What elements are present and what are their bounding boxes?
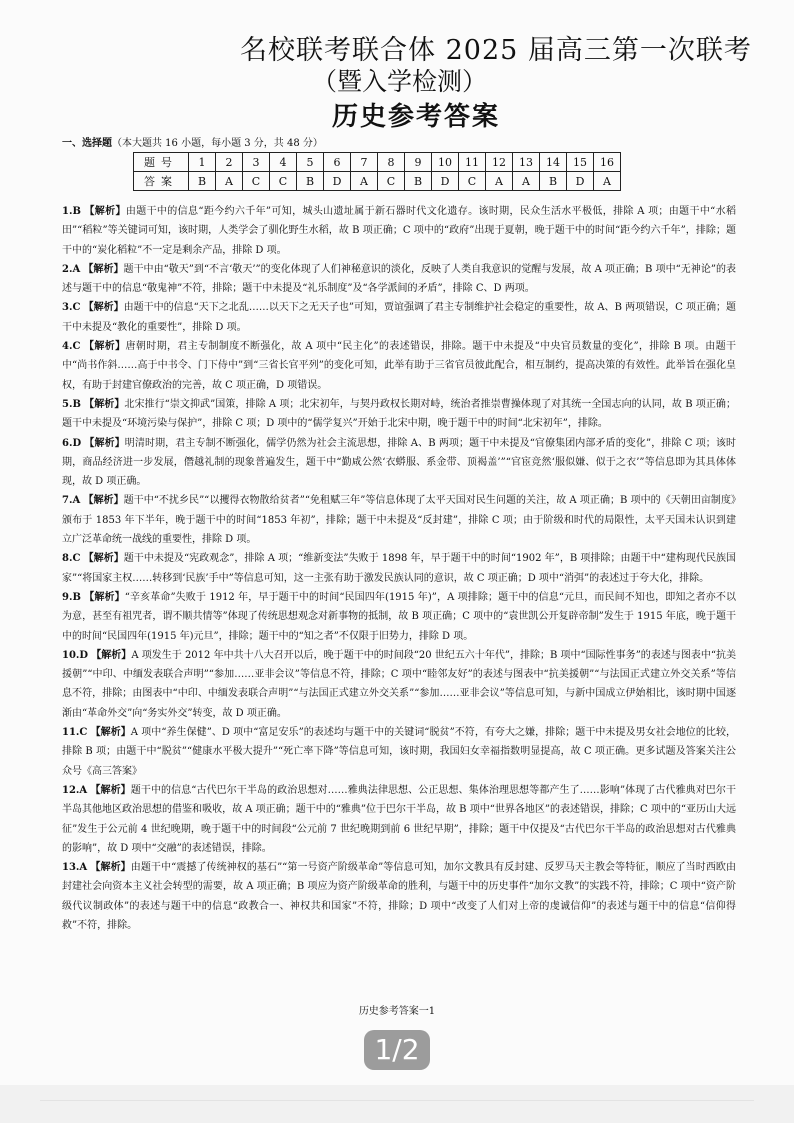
answer-cell: D	[567, 172, 594, 191]
analysis-tag: 【解析】	[84, 591, 125, 603]
analysis-text: 题干中的信息“古代巴尔干半岛的政治思想对……雅典法律思想、公正思想、集体治理思想等都产生了……影响”体现了古代雅典对巴尔干半岛其他地区政治思想的借鉴和吸收，故 A 项正确；题干中的“雅典”位于巴尔干半岛，故 B 项中“世界各地区”的表述错误，排除；C 项中的“亚历山大远征”发生于公元前 4 世纪晚期，晚于题干中的时间段“公元前 7 世纪晚期到前 6 世纪早期”，排除；题干中仅提及“古代巴尔干半岛的政治思想对古代雅典的影响”，故 D 项中“交融”的表述错误，排除。	[62, 784, 736, 854]
analysis-text: 北宋推行“崇文抑武”国策，排除 A 项；北宋初年，与契丹政权长期对峙，统治者推崇曹操体现了对其统一全国志向的认同，故 B 项正确；题干中未提及“环境污染与保护”，排除 C 项；D 项中的“儒学复兴”开始于北宋中期，晚于题干中的时间“北宋初年”，排除。	[62, 398, 736, 430]
question-explanation	[62, 723, 736, 781]
answer-cell: D	[324, 172, 351, 191]
exam-subtitle: （暨入学检测）	[312, 67, 488, 96]
answer-table	[133, 152, 621, 191]
question-number-cell: 12	[486, 153, 513, 172]
question-answer-key: 3.C	[62, 302, 81, 314]
analysis-text: 明清时期，君主专制不断强化，儒学仍然为社会主流思想，排除 A、B 两项；题干中未提及“官僚集团内部矛盾的变化”，排除 C 项；该时期，商品经济进一步发展，僭越礼制的现象普遍发生，题干中“勤咸公然‘衣蟒服、系金带、顶褐盖’”“官宦竞然‘服似嫌、似于之衣’”等信息即为其具体体现，故 D 项正确。	[62, 437, 736, 488]
question-explanation	[62, 646, 736, 723]
answer-cell: C	[378, 172, 405, 191]
row-header-number: 题号	[134, 153, 189, 172]
question-number-cell: 14	[540, 153, 567, 172]
answer-cell: B	[189, 172, 216, 191]
question-number-cell: 9	[405, 153, 432, 172]
question-explanation	[62, 549, 736, 588]
analysis-text: 题干中由“敬天”到“不言‘敬天’”的变化体现了人们神秘意识的淡化，反映了人类自我意识的觉醒与发展，故 A 项正确；B 项中“无神论”的表述与题干中的信息“敬鬼神”不符，排除；题干中未提及“礼乐制度”及“各学派间的矛盾”，排除 C、D 两项。	[62, 263, 736, 295]
question-answer-key: 9.B	[62, 591, 81, 603]
section-heading	[62, 134, 323, 149]
question-answer-key: 7.A	[62, 495, 81, 507]
analysis-text: “辛亥革命”失败于 1912 年，早于题干中的时间“民国四年(1915 年)”，A 项排除；题干中的信息“元旦，而民间不知也，即知之者亦不以为意，甚至有祖咒者，谓不顺共情等”体现了传统思想观念对新事物的抵制，故 B 项正确；C 项中的“袁世凯公开复辟帝制”发生于 1915 年底，晚于题干中的时间“民国四年(1915 年)元旦”，排除；题干中的“知之者”不仅限于旧势力，排除 D 项。	[62, 591, 737, 642]
question-explanation	[62, 337, 736, 395]
question-answer-key: 1.B	[62, 206, 81, 217]
analysis-tag: 【解析】	[91, 649, 132, 661]
explanations	[62, 202, 736, 935]
analysis-tag: 【解析】	[90, 784, 131, 796]
analysis-tag: 【解析】	[83, 553, 124, 565]
question-answer-key: 2.A	[62, 263, 81, 275]
analysis-tag: 【解析】	[83, 302, 124, 314]
analysis-text: 由题干中的信息“天下之北乱……以天下之无天子也”可知，贾谊强调了君主专制维护社会稳定的重要性，故 A、B 两项错误，C 项正确；题干中未提及“教化的重要性”，排除 D 项。	[62, 302, 736, 333]
question-number-cell: 11	[459, 153, 486, 172]
question-number-cell: 16	[594, 153, 621, 172]
analysis-text: A 项中“养生保健”、D 项中“富足安乐”的表述均与题干中的关键词“脱贫”不符，有夸大之嫌，排除；题干中未提及男女社会地位的比较，排除 B 项；由题干中“脱贫”“健康水平极大提升”“死亡率下降”等信息可知，该时期，我国妇女幸福指数明显提高，故 C 项正确。更多试题及答案关注公众号《高三答案》	[62, 727, 737, 777]
analysis-text: 唐朝时期，君主专制制度不断强化，故 A 项中“民主化”的表述错误，排除。题干中未提及“中央官员数量的变化”，排除 B 项。由题干中“尚书作斜……高于中书令、门下侍中”到“三省长官平列”的变化可知，此举有助于三省官员彼此配合，相互制约，提高决策的有效性。此举旨在强化皇权，有助于封建官僚政治的完善，故 C 项正确，D 项错误。	[62, 341, 737, 391]
question-answer-key: 5.B	[62, 398, 81, 410]
section-label: 一、选择题	[62, 138, 112, 149]
answer-cell: D	[432, 172, 459, 191]
question-number-cell: 15	[567, 153, 594, 172]
analysis-tag: 【解析】	[90, 862, 131, 874]
answer-row	[134, 172, 621, 191]
answer-cell: B	[540, 172, 567, 191]
answer-cell: B	[297, 172, 324, 191]
question-number-cell: 10	[432, 153, 459, 172]
question-number-cell: 5	[297, 153, 324, 172]
question-number-cell: 1	[189, 153, 216, 172]
question-explanation	[62, 491, 736, 549]
question-answer-key: 11.C	[62, 727, 88, 739]
analysis-tag: 【解析】	[84, 437, 125, 449]
question-explanation	[62, 298, 736, 337]
question-answer-key: 10.D	[62, 649, 89, 661]
answer-cell: A	[351, 172, 378, 191]
answer-cell: C	[243, 172, 270, 191]
question-number-cell: 3	[243, 153, 270, 172]
page-footer: 历史参考答案一1	[358, 1006, 436, 1017]
question-number-cell: 8	[378, 153, 405, 172]
question-number-cell: 4	[270, 153, 297, 172]
question-explanation	[62, 781, 736, 858]
answer-cell: C	[270, 172, 297, 191]
question-answer-key: 13.A	[62, 862, 88, 874]
question-explanation	[62, 858, 736, 935]
analysis-text: 由题干中“震撼了传统神权的基石”“第一号资产阶级革命”等信息可知，加尔文教具有反封建、反罗马天主教会等特征，顺应了当时西欧由封建社会向资本主义社会转型的需要，故 A 项正确；B 项应为资产阶级革命的胜利，与题干中的历史事件“加尔文教”的实践不符，排除；C 项中“资产阶级代议制政体”的表述与题干中的信息“政教合一、神权共和国家”不符，排除；D 项中“改变了人们对上帝的虔诚信仰”的表述与题干中的信息“信仰得救”不符，排除。	[62, 862, 737, 931]
analysis-tag: 【解析】	[84, 206, 126, 217]
analysis-text: 由题干中的信息“距今约六千年”可知，城头山遗址属于新石器时代文化遗存。该时期，民众生活水平极低，排除 A 项；由题干中“水稻田”“稻粒”等关键词可知，该时期，人类学会了驯化野生水稻，故 B 项正确；C 项中的“政府”出现于夏朝，晚于题干中的时间“距今约六千年”，排除；题干中的“炭化稻粒”不一定是剩余产品，排除 D 项。	[62, 206, 737, 256]
question-number-cell: 6	[324, 153, 351, 172]
analysis-tag: 【解析】	[83, 341, 126, 353]
question-number-cell: 7	[351, 153, 378, 172]
answer-cell: B	[405, 172, 432, 191]
analysis-tag: 【解析】	[83, 495, 124, 507]
question-answer-key: 12.A	[62, 784, 88, 796]
answer-cell: A	[486, 172, 513, 191]
question-answer-key: 6.D	[62, 437, 82, 449]
question-number-cell: 13	[513, 153, 540, 172]
analysis-text: 题干中未提及“宪政观念”，排除 A 项；“维新变法”失败于 1898 年，早于题干中的时间“1902 年”，B 项排除；由题干中“建构现代民族国家”“将国家主权……转移到‘民族’手中”等信息可知，这一主张有助于激发民族认同的意识，故 C 项正确；D 项中“消弭”的表述过于夸大化，排除。	[62, 553, 737, 584]
divider	[40, 1100, 754, 1101]
question-answer-key: 4.C	[62, 341, 81, 353]
answer-cell: A	[216, 172, 243, 191]
answer-cell: A	[513, 172, 540, 191]
analysis-tag: 【解析】	[83, 263, 124, 275]
analysis-text: A 项发生于 2012 年中共十八大召开以后，晚于题干中的时间段“20 世纪五六十年代”，排除；B 项中“国际性事务”的表述与图表中“抗美援朝”“中印、中缅发表联合声明”“参加……亚非会议”等信息不符，排除；C 项中“睦邻友好”的表述与图表中“抗美援朝”“与法国正式建立外交关系”等信息不符，排除；由图表中“中印、中缅发表联合声明”“与法国正式建立外交关系”“参加……亚非会议”等信息可知，与新中国成立伊始相比，该时期中国逐渐由“革命外交”向“务实外交”转变，故 D 项正确。	[62, 649, 736, 719]
question-explanation	[62, 588, 736, 646]
question-explanation	[62, 395, 736, 434]
row-header-answer: 答案	[134, 172, 189, 191]
answer-cell: C	[459, 172, 486, 191]
question-explanation	[62, 434, 736, 492]
analysis-tag: 【解析】	[84, 398, 125, 410]
analysis-tag: 【解析】	[90, 727, 131, 739]
analysis-text: 题干中“不扰乡民”“以攫得衣物散给贫者”“免租赋三年”等信息体现了太平天国对民生问题的关注，故 A 项正确；B 项中的《天朝田亩制度》颁布于 1853 年下半年，晚于题干中的时间“1853 年初”，排除；题干中未提及“反封建”，排除 C 项；由于阶级和时代的局限性，太平天国未认识到建立广泛革命统一战线的重要性，排除 D 项。	[62, 495, 737, 546]
question-number-cell: 2	[216, 153, 243, 172]
question-explanation	[62, 202, 736, 260]
section-note: （本大题共 16 小题，每小题 3 分，共 48 分）	[112, 138, 323, 149]
exam-title: 名校联考联合体 2025 届高三第一次联考	[240, 35, 752, 66]
question-answer-key: 8.C	[62, 553, 81, 565]
question-explanation	[62, 260, 736, 299]
page-indicator[interactable]: 1/2	[364, 1030, 430, 1070]
question-number-row	[134, 153, 621, 172]
document-title: 历史参考答案	[332, 102, 501, 132]
answer-cell: A	[594, 172, 621, 191]
